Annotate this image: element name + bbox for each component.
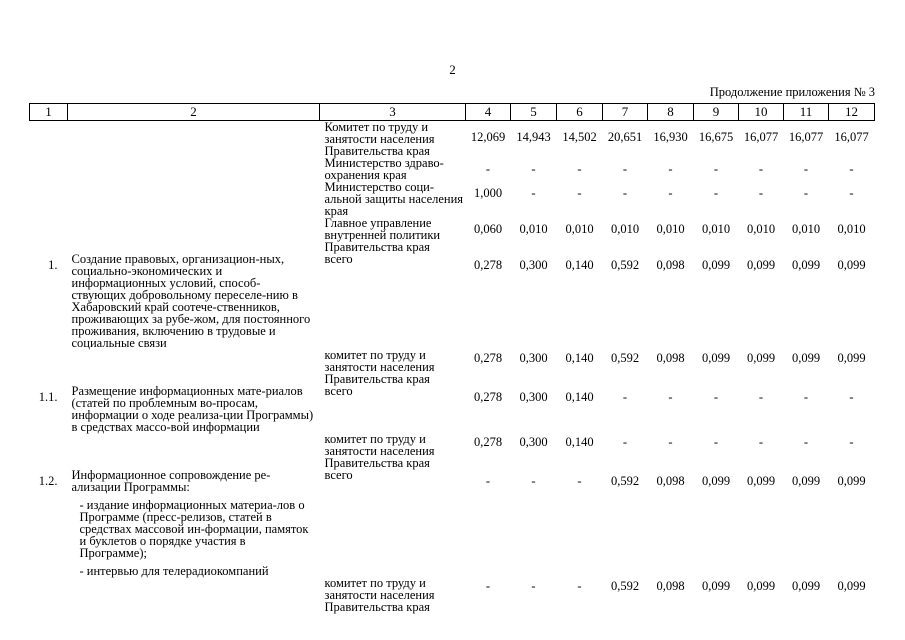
value-cell: 0,099 <box>791 351 821 365</box>
row-number <box>30 157 68 181</box>
value-cell: - <box>577 186 582 200</box>
value-cell: 0,099 <box>701 351 731 365</box>
value-cell: - <box>485 579 491 593</box>
row-description: Создание правовых, организацион-ных, социально-экономических и информационных условий, способ-ствующих добровольному переселе-нию в Хабаровский край соотече-ственников, проживающих за рубе-жом, для постоянного проживания, включению в трудовые и социальные связи <box>71 252 311 350</box>
value-cell: 0,099 <box>746 474 776 488</box>
row-number <box>30 349 68 385</box>
row-description <box>68 217 320 253</box>
value-cell: - <box>485 162 491 176</box>
col-header: 11 <box>784 104 829 121</box>
value-cell: 0,010 <box>791 222 821 236</box>
funding-source: Министерство соци-альной защиты населения края <box>324 180 464 218</box>
value-cell: 16,077 <box>788 130 824 144</box>
value-cell: 0,278 <box>473 435 503 449</box>
value-cell: - <box>531 579 536 593</box>
funding-source: Главное управление внутренней политики Правительства края <box>324 216 441 254</box>
value-cell: 0,010 <box>837 222 866 236</box>
row-number <box>30 181 68 217</box>
value-cell: 0,592 <box>610 351 640 365</box>
value-cell: 0,099 <box>746 351 776 365</box>
value-cell: 20,651 <box>607 130 643 144</box>
value-cell: 0,592 <box>610 258 640 272</box>
value-cell: - <box>713 162 719 176</box>
sub-item: - интервью для телерадиокомпаний <box>79 564 269 578</box>
value-cell: - <box>803 435 809 449</box>
value-cell: - <box>622 435 628 449</box>
value-cell: 16,930 <box>653 130 688 144</box>
value-cell: 0,098 <box>656 258 685 272</box>
table-row <box>30 253 875 349</box>
col-header: 6 <box>557 104 603 121</box>
continuation-note: Продолжение приложения № 3 <box>709 85 875 99</box>
value-cell: 0,010 <box>610 222 640 236</box>
table-row <box>30 577 875 613</box>
value-cell: 0,010 <box>519 222 548 236</box>
appendix-table <box>29 103 875 613</box>
value-cell: - <box>577 579 582 593</box>
funding-source: Министерство здраво-охранения края <box>324 156 444 182</box>
value-cell: 14,943 <box>516 130 551 144</box>
value-cell: 16,675 <box>698 130 734 144</box>
value-cell: 0,010 <box>701 222 731 236</box>
row-number <box>30 433 68 469</box>
value-cell: 12,069 <box>470 130 506 144</box>
value-cell: 0,140 <box>565 390 594 404</box>
table-row <box>30 349 875 385</box>
table-row <box>30 469 875 577</box>
value-cell: - <box>849 162 854 176</box>
row-number <box>30 217 68 253</box>
value-cell: 0,099 <box>837 579 866 593</box>
value-cell: 0,060 <box>473 222 503 236</box>
funding-source: комитет по труду и занятости населения Правительства края <box>324 348 435 386</box>
value-cell: 0,278 <box>473 390 503 404</box>
value-cell: 0,098 <box>656 474 685 488</box>
value-cell: - <box>849 186 854 200</box>
value-cell: 0,300 <box>519 258 548 272</box>
value-cell: 0,098 <box>656 351 685 365</box>
row-number: 1.1. <box>38 390 58 404</box>
value-cell: - <box>713 390 719 404</box>
value-cell: 14,502 <box>562 130 597 144</box>
value-cell: - <box>758 435 764 449</box>
funding-source: Комитет по труду и занятости населения Правительства края <box>324 120 435 158</box>
value-cell: 16,077 <box>834 130 869 144</box>
value-cell: - <box>803 186 809 200</box>
value-cell: - <box>668 435 673 449</box>
value-cell: 0,140 <box>565 258 594 272</box>
value-cell: 0,300 <box>519 435 548 449</box>
value-cell: 0,278 <box>473 351 503 365</box>
value-cell: - <box>622 162 628 176</box>
value-cell: 0,099 <box>791 579 821 593</box>
row-number: 1.2. <box>38 474 58 488</box>
col-header: 10 <box>739 104 784 121</box>
col-header: 4 <box>466 104 511 121</box>
value-cell: - <box>803 162 809 176</box>
page-number: 2 <box>449 62 456 77</box>
row-description: Информационное сопровождение ре-ализации Программы: - издание информационных материа-лов о Программе (пресс-релизов, статей в средствах массовой ин-формации, памяток и буклетов о порядке участия в Программе); - интервью для телерадиокомпаний <box>68 469 320 577</box>
value-cell: - <box>803 390 809 404</box>
row-number <box>30 577 68 613</box>
row-description <box>68 181 320 217</box>
row-description <box>68 577 320 613</box>
value-cell: 0,099 <box>837 258 866 272</box>
row-description <box>68 349 320 385</box>
value-cell: - <box>668 186 673 200</box>
value-cell: 0,140 <box>565 435 594 449</box>
table-row <box>30 181 875 217</box>
value-cell: - <box>577 474 582 488</box>
col-header: 5 <box>511 104 557 121</box>
value-cell: - <box>713 435 719 449</box>
value-cell: 0,098 <box>656 579 685 593</box>
col-header: 7 <box>603 104 648 121</box>
row-description <box>68 121 320 158</box>
value-cell: - <box>758 186 764 200</box>
value-cell: - <box>849 390 854 404</box>
value-cell: 0,140 <box>565 351 594 365</box>
value-cell: 0,099 <box>791 474 821 488</box>
value-cell: 0,300 <box>519 390 548 404</box>
value-cell: - <box>622 390 628 404</box>
col-header: 1 <box>30 104 68 121</box>
value-cell: 1,000 <box>473 186 503 200</box>
value-cell: - <box>758 390 764 404</box>
value-cell: 0,300 <box>519 351 548 365</box>
row-number: 1. <box>48 258 58 272</box>
value-cell: 0,099 <box>746 579 776 593</box>
value-cell: 0,099 <box>746 258 776 272</box>
value-cell: 0,099 <box>791 258 821 272</box>
value-cell: - <box>531 474 536 488</box>
col-header: 9 <box>694 104 739 121</box>
value-cell: - <box>622 186 628 200</box>
value-cell: - <box>668 162 673 176</box>
col-header: 8 <box>648 104 694 121</box>
value-cell: - <box>713 186 719 200</box>
value-cell: 0,010 <box>565 222 594 236</box>
value-cell: - <box>531 162 536 176</box>
funding-source: всего <box>324 252 353 266</box>
row-description <box>68 157 320 181</box>
col-header: 3 <box>320 104 466 121</box>
value-cell: 0,099 <box>701 258 731 272</box>
value-cell: 0,099 <box>701 474 731 488</box>
value-cell: 0,592 <box>610 474 640 488</box>
value-cell: 0,010 <box>656 222 685 236</box>
col-header: 12 <box>829 104 875 121</box>
value-cell: - <box>758 162 764 176</box>
value-cell: - <box>531 186 536 200</box>
row-number <box>30 121 68 158</box>
funding-source: всего <box>324 384 353 398</box>
value-cell: - <box>577 162 582 176</box>
header-row <box>30 104 875 121</box>
funding-source: комитет по труду и занятости населения Правительства края <box>324 432 435 470</box>
funding-source: комитет по труду и занятости населения Правительства края <box>324 576 435 614</box>
value-cell: - <box>849 435 854 449</box>
value-cell: 0,278 <box>473 258 503 272</box>
value-cell: 0,592 <box>610 579 640 593</box>
table-row <box>30 217 875 253</box>
value-cell: - <box>485 474 491 488</box>
value-cell: - <box>668 390 673 404</box>
sub-item: - издание информационных материа-лов о Программе (пресс-релизов, статей в средствах массовой ин-формации, памяток и буклетов о порядке участия в Программе); <box>79 498 309 560</box>
value-cell: 0,099 <box>701 579 731 593</box>
table-row <box>30 121 875 158</box>
row-description <box>68 433 320 469</box>
table-row <box>30 433 875 469</box>
value-cell: 0,099 <box>837 474 866 488</box>
funding-source: всего <box>324 468 353 482</box>
table-row <box>30 157 875 181</box>
table-row <box>30 385 875 433</box>
value-cell: 0,010 <box>746 222 776 236</box>
value-cell: 16,077 <box>743 130 779 144</box>
value-cell: 0,099 <box>837 351 866 365</box>
col-header: 2 <box>68 104 320 121</box>
row-description: Размещение информационных мате-риалов (статей по проблемным во-просам, информации о ходе реализа-ции Программы) в средствах массо-вой информации <box>71 384 314 434</box>
